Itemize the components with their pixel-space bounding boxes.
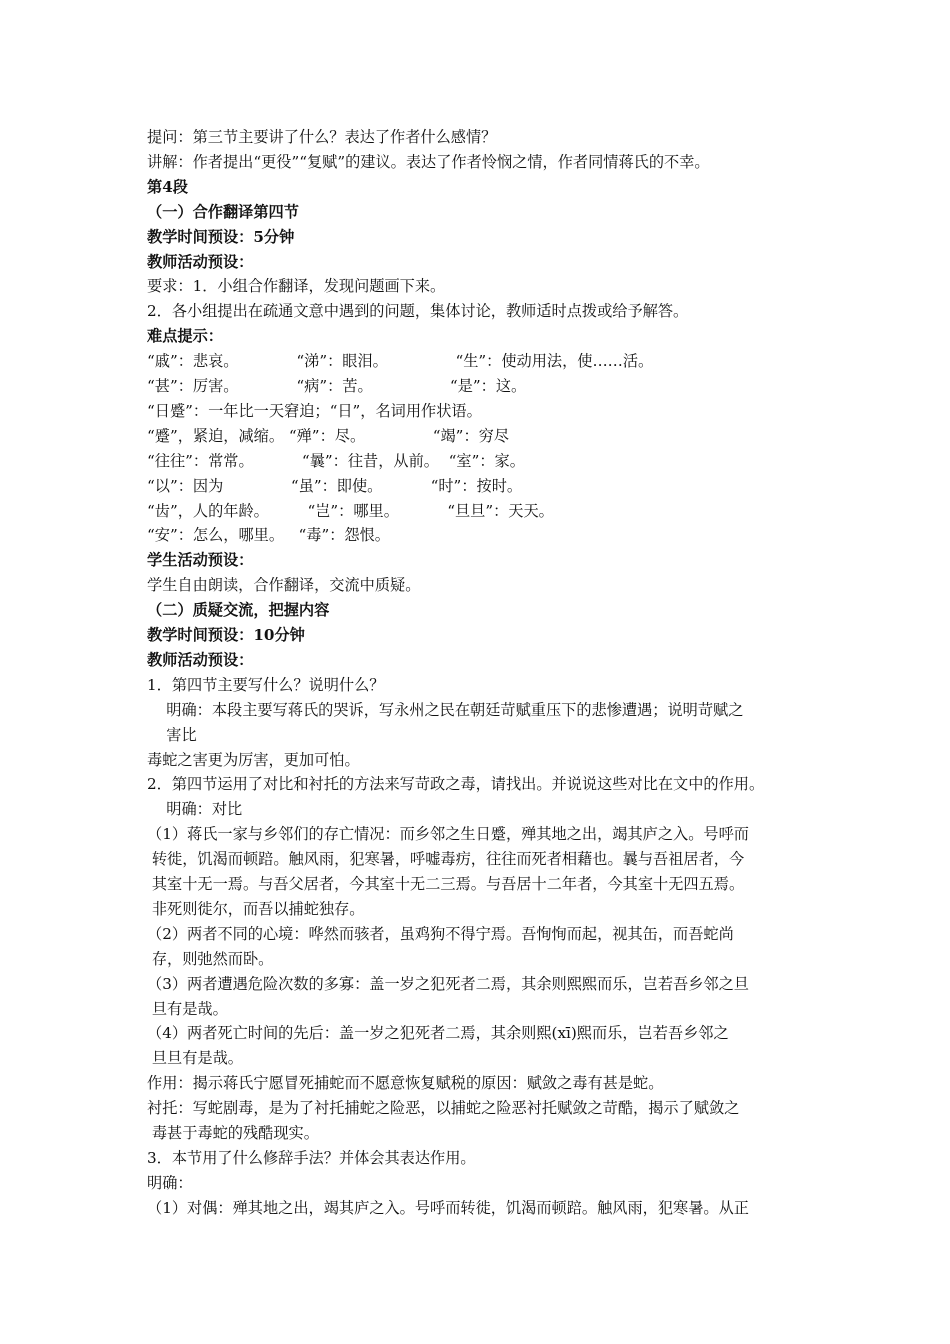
text-line: （3）两者遭遇危险次数的多寡：盖一岁之犯死者二焉，其余则熙熙而乐，岂若吾乡邻之旦 (147, 974, 749, 993)
text-line: “日蹙”：一年比一天窘迫；“日”，名词用作状语。 (147, 401, 482, 420)
text-line: 明确：对比 (147, 800, 243, 819)
section-heading: 第4段 (147, 177, 188, 196)
text-line: “往往”：常常。 “曩”：往昔，从前。 “室”：家。 (147, 451, 525, 470)
text-line: 提问：第三节主要讲了什么？表达了作者什么感情？ (147, 128, 497, 146)
text-line: 存，则弛然而卧。 (147, 949, 274, 968)
text-line: 讲解：作者提出“更役”“复赋”的建议。表达了作者怜悯之情，作者同情蒋氏的不幸。 (147, 152, 710, 171)
text-line: 转徙，饥渴而顿踣。触风雨，犯寒暑，呼嘘毒疠，往往而死者相藉也。曩与吾祖居者，今 (147, 850, 745, 869)
text-line: 作用：揭示蒋氏宁愿冒死捕蛇而不愿意恢复赋税的原因：赋敛之毒有甚是蛇。 (147, 1074, 664, 1093)
text-line: 毒蛇之害更为厉害，更加可怕。 (147, 750, 360, 769)
text-line: （2）两者不同的心境：哗然而骇者，虽鸡狗不得宁焉。吾恂恂而起，视其缶，而吾蛇尚 (147, 924, 734, 943)
section-heading: （一）合作翻译第四节 (147, 202, 299, 221)
text-line: 衬托：写蛇剧毒，是为了衬托捕蛇之险恶，以捕蛇之险恶衬托赋敛之苛酷，揭示了赋敛之 (147, 1099, 740, 1118)
text-line: “戚”：悲哀。 “涕”：眼泪。 “生”：使动用法，使……活。 (147, 352, 654, 371)
text-line: “以”：因为 “虽”：即使。 “时”：按时。 (147, 476, 523, 495)
text-line: 旦旦有是哉。 (147, 1049, 243, 1068)
section-heading: （二）质疑交流，把握内容 (147, 601, 330, 620)
text-line: 旦有是哉。 (147, 999, 228, 1018)
text-line: 要求：1．小组合作翻译，发现问题画下来。 (147, 277, 446, 296)
section-heading: 教师活动预设： (147, 252, 254, 271)
text-line: “齿”，人的年龄。 “岂”：哪里。 “旦旦”：天天。 (147, 501, 554, 520)
text-line: （1）对偶：殚其地之出，竭其庐之入。号呼而转徙，饥渴而顿踣。触风雨，犯寒暑。从正 (147, 1198, 749, 1217)
section-heading: 教师活动预设： (147, 650, 254, 669)
text-line: 毒甚于毒蛇的残酷现实。 (147, 1124, 319, 1142)
text-line: “甚”：厉害。 “病”：苦。 “是”：这。 (147, 377, 527, 395)
text-line: （4）两者死亡时间的先后：盖一岁之犯死者二焉，其余则熙(xī)熙而乐，岂若吾乡邻之 (147, 1024, 729, 1043)
section-heading: 教学时间预设：5分钟 (147, 227, 295, 246)
text-line: 1．第四节主要写什么？说明什么？ (147, 675, 385, 694)
text-line: 害比 (147, 725, 197, 744)
text-line: 2．各小组提出在疏通文意中遇到的问题，集体讨论，教师适时点拨或给予解答。 (147, 302, 689, 321)
text-line: “蹙”，紧迫，减缩。 “殚”：尽。 “竭”：穷尽 (147, 426, 510, 445)
text-line: 3．本节用了什么修辞手法？并体会其表达作用。 (147, 1148, 476, 1167)
text-line: （1）蒋氏一家与乡邻们的存亡情况：而乡邻之生日蹙，殚其地之出，竭其庐之入。号呼而 (147, 825, 749, 844)
text-line: 明确：本段主要写蒋氏的哭诉，写永州之民在朝廷苛赋重压下的悲惨遭遇；说明苛赋之 (147, 700, 744, 719)
text-line: 2．第四节运用了对比和衬托的方法来写苛政之毒，请找出。并说说这些对比在文中的作用。 (147, 775, 765, 794)
section-heading: 难点提示： (147, 327, 223, 346)
section-heading: 教学时间预设：10分钟 (147, 626, 305, 644)
text-line: “安”：怎么，哪里。 “毒”：怨恨。 (147, 526, 390, 545)
text-line: 其室十无一焉。与吾父居者，今其室十无二三焉。与吾居十二年者，今其室十无四五焉。 (147, 875, 745, 893)
section-heading: 学生活动预设： (147, 551, 254, 570)
text-line: 学生自由朗读，合作翻译，交流中质疑。 (147, 576, 421, 595)
text-line: 非死则徙尔，而吾以捕蛇独存。 (147, 899, 365, 918)
text-line: 明确： (147, 1173, 193, 1192)
